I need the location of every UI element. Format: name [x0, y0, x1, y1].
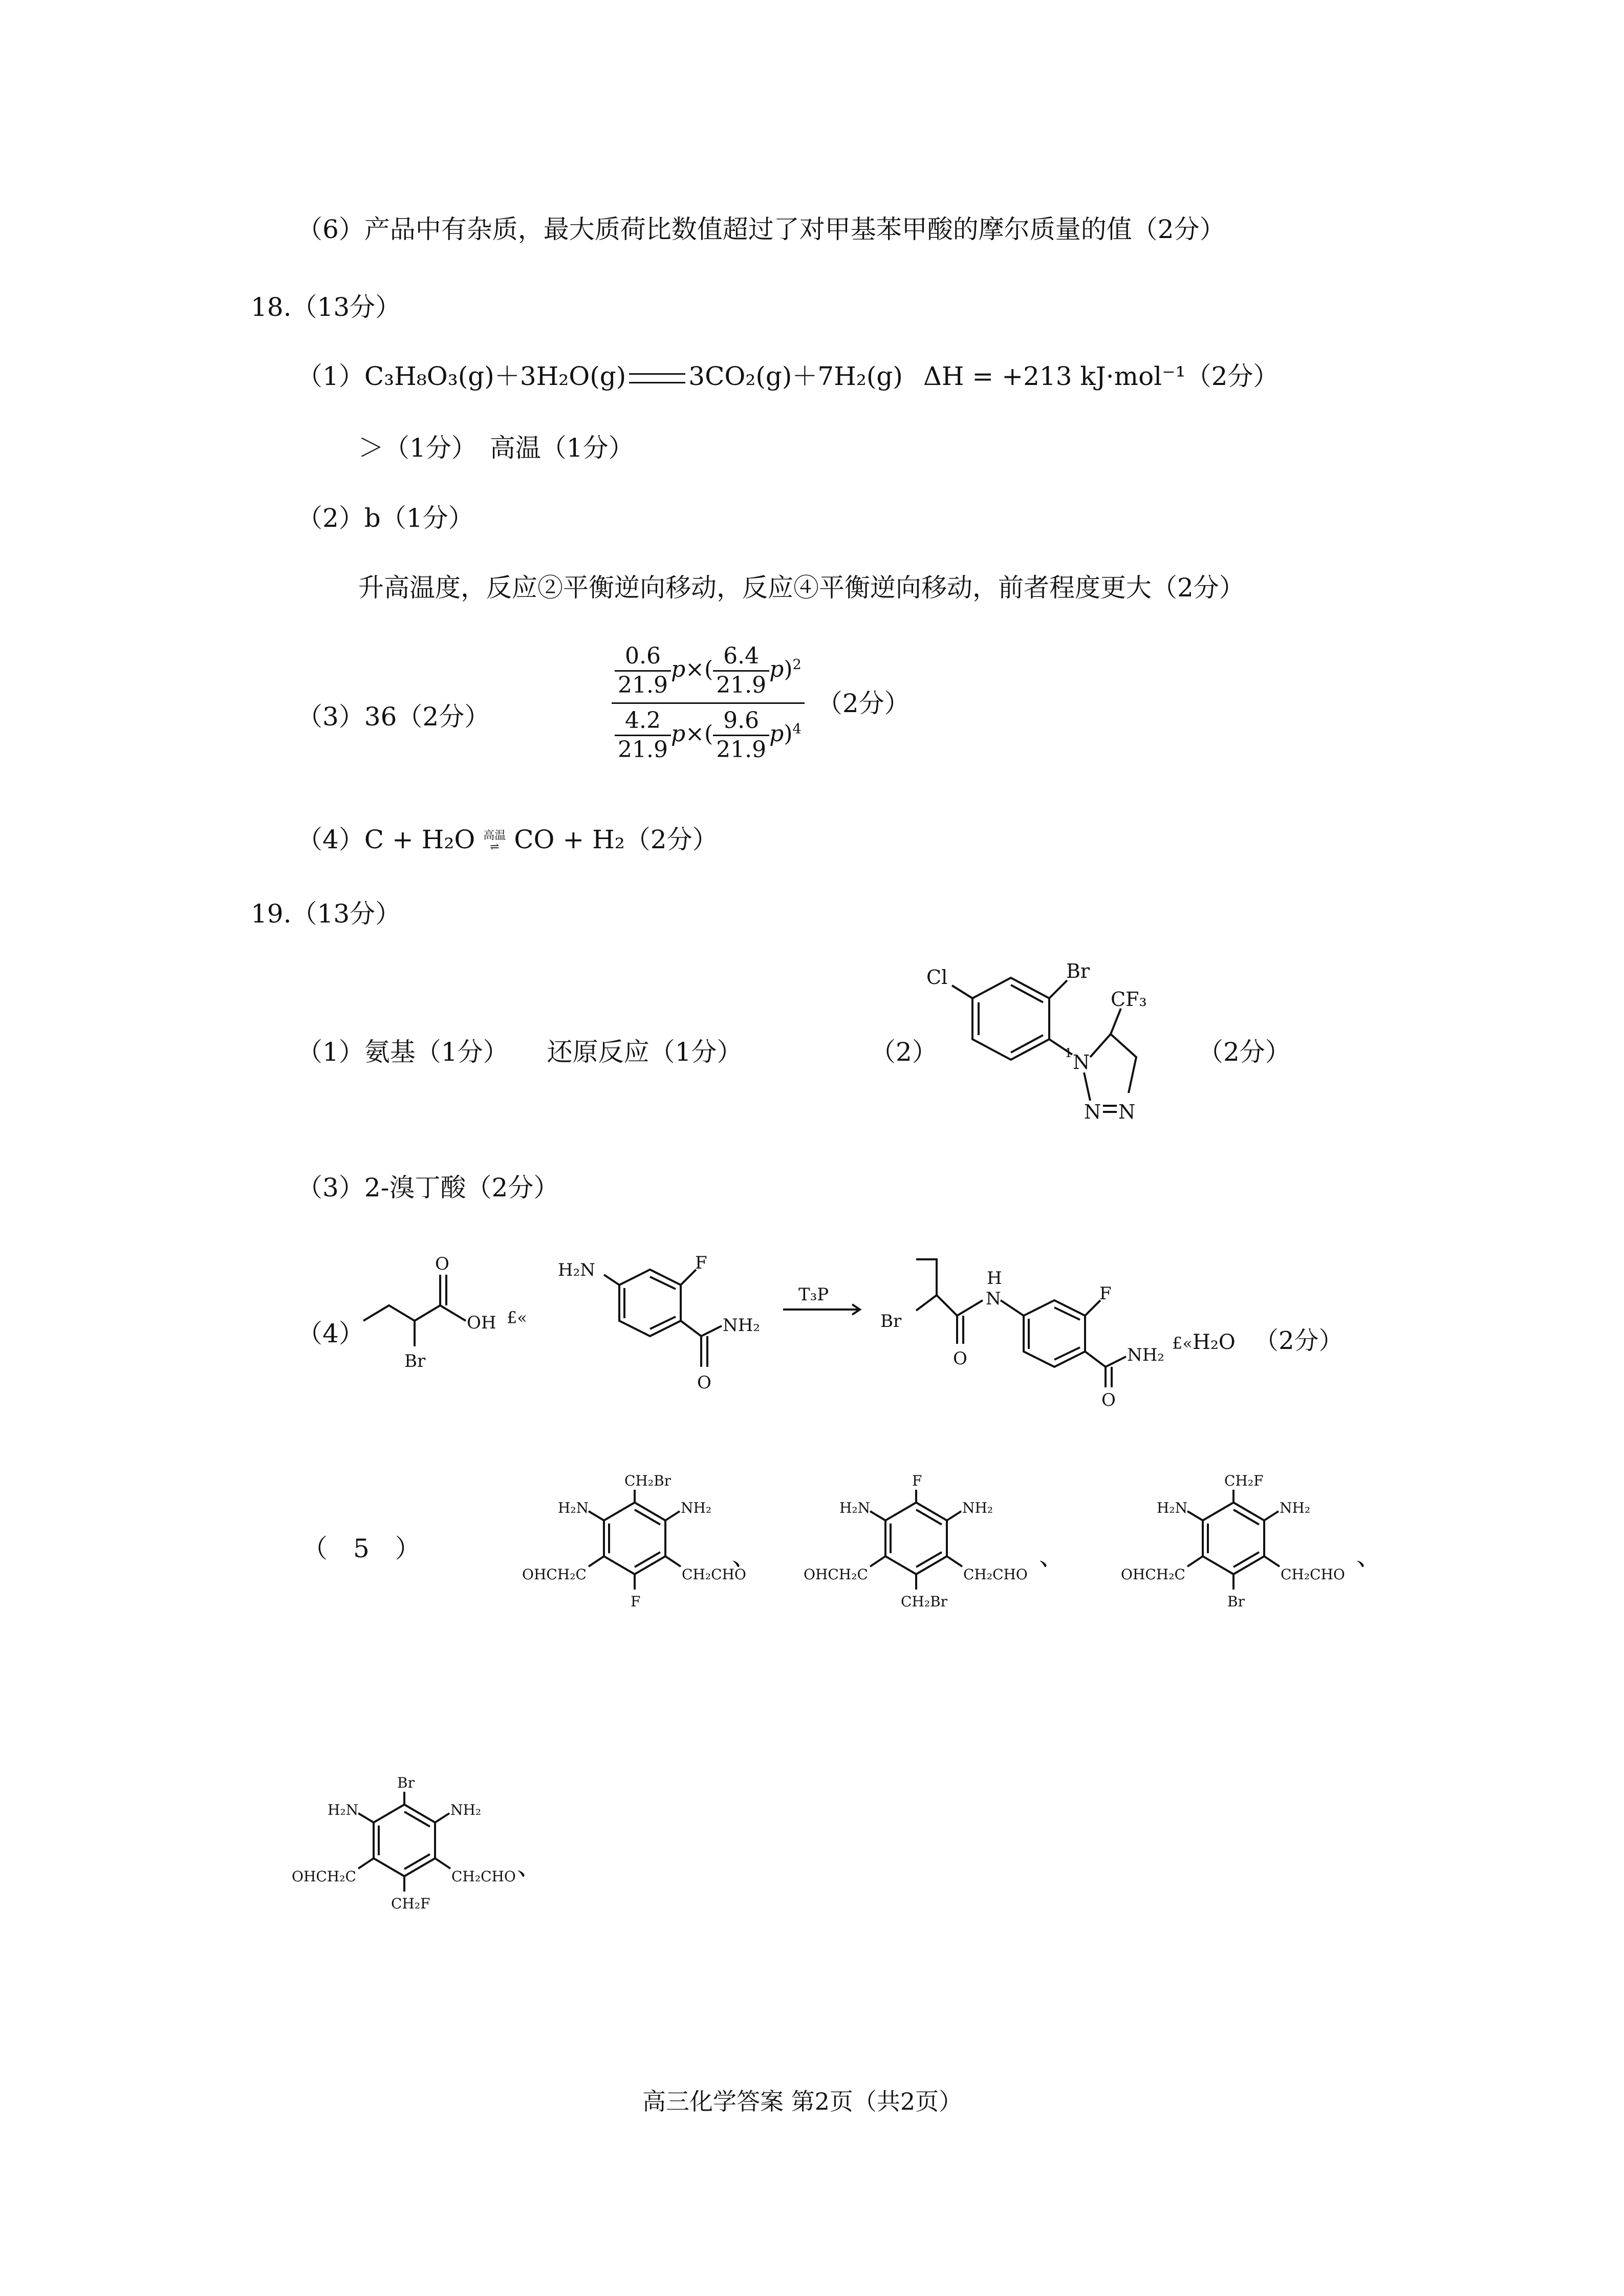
frac-num-1: 0.6 [615, 642, 671, 672]
ring-double-bond [650, 1277, 676, 1289]
bond-f [1085, 1300, 1100, 1316]
bond-br [1049, 980, 1067, 998]
exponent-2: 4 [792, 721, 802, 737]
isomer-structure-3 [1116, 1469, 1356, 1638]
plus-sign: £« [1172, 1334, 1193, 1353]
bond-f [681, 1270, 696, 1285]
group-top: Br [397, 1774, 415, 1791]
bond-n1-n2 [1084, 1072, 1090, 1101]
triazole-ring [1090, 1034, 1136, 1093]
bond-br [665, 1556, 681, 1567]
benzene-ring [604, 1503, 665, 1574]
benzene-ring [972, 978, 1049, 1060]
q19-header: 19.（13分） [251, 899, 401, 929]
q19-p5-label: （ 5 ） [302, 1534, 421, 1563]
group-bottom-left: OHCH₂C [1121, 1566, 1185, 1583]
benzene-ring [1024, 1300, 1085, 1367]
atom-o: O [697, 1372, 711, 1393]
bond-nh2-amide [1106, 1357, 1126, 1367]
atom-br: Br [404, 1351, 426, 1371]
bond-right [435, 1813, 449, 1822]
atom-n1: N [1073, 1051, 1090, 1074]
atom-br: Br [880, 1311, 902, 1332]
frac-den-4: 21.9 [716, 737, 767, 763]
ring-double-bond [635, 1552, 660, 1567]
group-bottom-right: CH₂CHO [451, 1868, 516, 1885]
group-bottom: CH₂F [391, 1895, 430, 1912]
q19-p4-score: （2分） [1254, 1326, 1344, 1355]
group-top: CH₂F [1224, 1472, 1264, 1489]
atom-o: O [1101, 1390, 1116, 1408]
var-p: p [769, 721, 784, 747]
separator: 、 [732, 1541, 757, 1571]
atom-n1-number: 1 [1065, 1046, 1073, 1060]
ring-double-bond [916, 1552, 942, 1567]
isomer-structure-1 [517, 1469, 757, 1638]
q18-p3-expression [612, 642, 910, 764]
q17-item6: （6）产品中有杂质，最大质荷比数值超过了对甲基苯甲酸的摩尔质量的值（2分） [297, 214, 1225, 244]
atom-nh2: NH₂ [1127, 1345, 1165, 1365]
bond-right [1264, 1511, 1279, 1520]
group-bottom: F [631, 1593, 641, 1610]
ring-double-bond [1233, 1510, 1259, 1525]
bond-br [1264, 1556, 1280, 1567]
bond-left [870, 1511, 885, 1520]
q18-p4-rhs: CO + H₂（2分） [514, 825, 718, 854]
group-bottom-left: OHCH₂C [292, 1868, 356, 1885]
group-bottom-left: OHCH₂C [804, 1566, 868, 1583]
atom-nh2: NH₂ [723, 1315, 761, 1336]
exponent-1: 2 [792, 657, 802, 673]
bond-left [358, 1813, 374, 1822]
acid-chain [363, 1305, 466, 1321]
group-cf3: CF₃ [1111, 988, 1147, 1011]
benzene-ring [619, 1270, 681, 1336]
var-p: p [670, 656, 686, 682]
q18-p4 [297, 824, 718, 855]
q18-p2-reason: 升高温度，反应②平衡逆向移动，反应④平衡逆向移动，前者程度更大（2分） [358, 573, 1245, 603]
group-bottom: Br [1227, 1593, 1245, 1610]
ring-double-bond [635, 1510, 660, 1525]
q18-p2: （2）b（1分） [297, 503, 474, 533]
bond-right [665, 1511, 680, 1520]
group-right: NH₂ [962, 1499, 993, 1516]
kp-fraction: $\frac{0.6}{21.9}$ p×( $\frac{6.4}{21.9}$ p)$^2$ $\frac{4.2}{21.9}$ p×( $\frac{9.6}{21.9}$ p)$^4$ [612, 642, 805, 764]
bond-left [1187, 1511, 1203, 1520]
bond-amide [681, 1321, 701, 1336]
q18-p4-condition: 高温 [483, 829, 506, 842]
frac-den-3: 21.9 [618, 737, 668, 763]
bond-bl [1187, 1556, 1203, 1567]
bond-n-ring [1001, 1300, 1024, 1316]
bond-cf3 [1111, 1008, 1121, 1034]
bond-br [947, 1556, 962, 1567]
benzene-ring [885, 1503, 947, 1574]
atom-f: F [695, 1253, 707, 1273]
q18-p1-b: ＞（1分） 高温（1分） [358, 433, 634, 463]
q18-p1-lhs: C₃H₈O₃(g)＋3H₂O(g) [364, 361, 626, 391]
group-top: F [912, 1472, 922, 1489]
atom-o: O [953, 1348, 967, 1369]
bond-bl [589, 1556, 604, 1567]
atom-h: H [987, 1268, 1002, 1289]
group-bottom-right: CH₂CHO [682, 1566, 746, 1583]
ring-double-bond [404, 1812, 430, 1827]
q18-p1-dh: ΔH = +213 kJ·mol⁻¹ [923, 361, 1186, 391]
group-left: H₂N [839, 1499, 871, 1516]
group-right: NH₂ [450, 1801, 482, 1818]
q19-p2-score: （2分） [1198, 1037, 1291, 1067]
bond-br [435, 1858, 450, 1869]
atom-oh: OH [467, 1313, 496, 1333]
bond-br [916, 1295, 937, 1311]
ring-double-bond [650, 1317, 676, 1329]
atom-o: O [435, 1254, 449, 1274]
q19-p4-label: （4） [297, 1319, 364, 1348]
q19-p3: （3）2-溴丁酸（2分） [297, 1173, 559, 1203]
group-bottom: CH₂Br [901, 1593, 948, 1610]
separator: 、 [517, 1851, 543, 1881]
group-right: NH₂ [1280, 1499, 1311, 1516]
bond-nh2-amide [701, 1326, 722, 1336]
condition-arrow-icon: 高温 ⇌ [483, 829, 506, 853]
q18-p1-rhs: 3CO₂(g)＋7H₂(g) [688, 361, 903, 391]
atom-f: F [1099, 1283, 1112, 1304]
group-left: H₂N [1157, 1499, 1188, 1516]
group-bottom-right: CH₂CHO [1281, 1566, 1345, 1583]
frac-num-3: 4.2 [615, 707, 671, 736]
var-p: p [769, 656, 784, 682]
bond-nh2 [604, 1275, 619, 1285]
ring-double-bond [1054, 1347, 1080, 1360]
group-right: NH₂ [681, 1499, 712, 1516]
frac-den-2: 21.9 [716, 672, 767, 698]
separator: 、 [1039, 1541, 1065, 1571]
group-left: H₂N [328, 1801, 359, 1818]
bond-bl [870, 1556, 885, 1567]
q18-p3-label: （3）36（2分） [297, 702, 490, 732]
group-top: CH₂Br [624, 1472, 672, 1489]
q19-p1: （1）氨基（1分） 还原反应（1分） [297, 1037, 743, 1067]
bond-amide [1085, 1351, 1106, 1367]
group-left: H₂N [558, 1499, 589, 1516]
atom-cl: Cl [926, 966, 948, 989]
reagent-t3p: T₃P [798, 1284, 829, 1305]
equals-sign-icon [629, 373, 685, 383]
isomer-structure-4 [287, 1771, 527, 1940]
atom-n3: N [1118, 1101, 1136, 1123]
q19-p2-label: （2） [870, 1037, 938, 1067]
ring-double-bond [916, 1510, 942, 1525]
bond-left [589, 1511, 604, 1520]
ring-double-bond [1054, 1307, 1080, 1320]
atom-n2: N [1084, 1101, 1101, 1123]
q18-p1-score: （2分） [1185, 361, 1279, 391]
q18-p4-lhs: （4）C + H₂O [297, 825, 475, 854]
bond-right [947, 1511, 961, 1520]
benzene-ring [374, 1805, 435, 1876]
q18-p1-equation [297, 361, 1279, 392]
q18-p3-score: （2分） [816, 688, 910, 718]
isomer-structure-2 [798, 1469, 1039, 1638]
frac-num-2: 6.4 [713, 642, 769, 672]
benzene-ring [1203, 1503, 1264, 1574]
ring-double-bond [1011, 1035, 1043, 1053]
water: H₂O [1193, 1331, 1236, 1354]
page-footer: 高三化学答案 第2页（共2页） [642, 2088, 963, 2115]
bond-cl [952, 985, 972, 998]
atom-h2n: H₂N [558, 1260, 596, 1280]
group-bottom-right: CH₂CHO [963, 1566, 1028, 1583]
q19-p2-structure [921, 952, 1187, 1167]
ring-double-bond [1233, 1552, 1259, 1567]
ring-double-bond [1011, 985, 1043, 1002]
q18-header: 18.（13分） [251, 292, 401, 322]
q19-p4-reaction [353, 1244, 1418, 1408]
var-p: p [670, 721, 686, 747]
ring-double-bond [404, 1854, 430, 1869]
product-ethyl [916, 1259, 957, 1316]
atom-n: N [986, 1289, 1001, 1309]
separator: 、 [1356, 1541, 1382, 1571]
atom-br: Br [1066, 960, 1090, 982]
bond-amide-c [957, 1300, 983, 1316]
plus-sign: £« [507, 1308, 527, 1327]
bond-bl [358, 1858, 374, 1869]
frac-den-1: 21.9 [618, 672, 668, 698]
q18-p1-label: （1） [297, 361, 364, 391]
frac-num-4: 9.6 [713, 707, 769, 736]
group-bottom-left: OHCH₂C [522, 1566, 587, 1583]
